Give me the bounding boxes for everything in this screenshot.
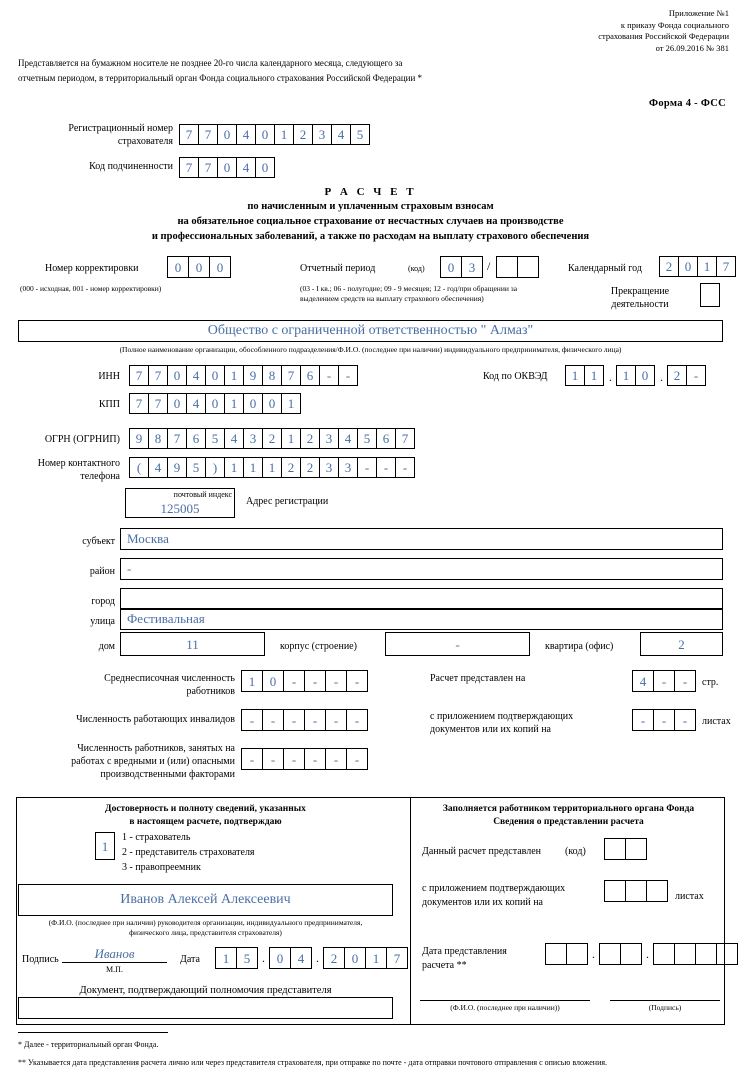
digit-cell[interactable]: 0 xyxy=(262,393,282,414)
authority-document-input[interactable] xyxy=(18,997,393,1019)
official-signature-caption: (Подпись) xyxy=(648,1003,682,1012)
digit-cell[interactable]: 7 xyxy=(179,124,199,145)
digit-cell[interactable]: 1 xyxy=(243,457,263,478)
digit-cell[interactable]: 9 xyxy=(167,457,187,478)
attachment-pages-label: с приложением подтверждающих документов или их копий на xyxy=(430,711,574,735)
stamp-label: М.П. xyxy=(106,965,123,974)
digit-cell[interactable]: 1 xyxy=(365,947,387,969)
digit-cell[interactable] xyxy=(545,943,567,965)
period-separator: / xyxy=(487,259,491,273)
official-date-year-input[interactable] xyxy=(654,943,738,965)
submission-instructions: Представляется на бумажном носителе не позднее 20-го числа календарного месяца, следующего за отчетным периодом, в территориальный орган Фонда социального страхования Российской Федерации * xyxy=(18,58,423,83)
approval-line-2: к приказу Фонда социального xyxy=(620,19,729,30)
attachment-unit-label: листах xyxy=(702,716,731,727)
digit-cell[interactable]: 8 xyxy=(148,428,168,449)
organization-name-caption: (Полное наименование организации, обособленного подразделения/Ф.И.О. (последнее при наличии) индивидуального предпринимателя, физического лица) xyxy=(119,345,622,354)
okved-group-2-input[interactable] xyxy=(617,365,655,386)
digit-cell[interactable]: 3 xyxy=(319,457,339,478)
okved-group-3-input[interactable] xyxy=(668,365,706,386)
digit-cell[interactable]: - xyxy=(283,670,305,692)
signature-input[interactable] xyxy=(62,946,167,963)
digit-cell[interactable]: 2 xyxy=(293,124,313,145)
digit-cell[interactable]: 5 xyxy=(350,124,370,145)
correction-number-hint: (000 - исходная, 001 - номер корректировки) xyxy=(20,284,162,293)
calendar-year-label: Календарный год xyxy=(568,263,642,274)
cessation-label: Прекращение деятельности xyxy=(610,286,670,310)
digit-cell[interactable]: 7 xyxy=(198,124,218,145)
okved-label: Код по ОКВЭД xyxy=(483,371,548,382)
digit-cell[interactable]: 9 xyxy=(243,365,263,386)
digit-cell[interactable]: 5 xyxy=(357,428,377,449)
digit-cell[interactable] xyxy=(674,943,696,965)
digit-cell[interactable]: 2 xyxy=(323,947,345,969)
ogrn-label: ОГРН (ОГРНИП) xyxy=(44,434,120,445)
address-city-input[interactable] xyxy=(120,588,723,610)
digit-cell[interactable]: - xyxy=(653,709,675,731)
digit-cell[interactable] xyxy=(566,943,588,965)
hazard-headcount-input[interactable] xyxy=(242,748,368,770)
address-building-value: - xyxy=(455,637,460,652)
address-apartment-label: квартира (офис) xyxy=(545,641,614,652)
signer-option-1: 1 - страхователь xyxy=(122,832,191,843)
authority-document-label: Документ, подтверждающий полномочия представителя xyxy=(79,985,332,996)
digit-cell[interactable] xyxy=(625,838,647,860)
digit-cell[interactable] xyxy=(496,256,518,278)
bottom-section-divider xyxy=(410,797,411,1025)
digit-cell[interactable]: 7 xyxy=(281,365,301,386)
pages-submitted-input[interactable] xyxy=(633,670,696,692)
digit-cell[interactable] xyxy=(716,943,738,965)
digit-cell[interactable]: 4 xyxy=(236,157,256,178)
digit-cell[interactable] xyxy=(625,880,647,902)
correction-number-label: Номер корректировки xyxy=(45,263,139,274)
official-submitted-label: Данный расчет представлен xyxy=(422,846,542,857)
signer-name-input[interactable] xyxy=(18,884,393,916)
digit-cell[interactable]: 6 xyxy=(376,428,396,449)
digit-cell[interactable]: 1 xyxy=(241,670,263,692)
digit-cell[interactable]: 1 xyxy=(616,365,636,386)
digit-cell[interactable]: 7 xyxy=(395,428,415,449)
address-building-label: корпус (строение) xyxy=(280,641,357,652)
digit-cell[interactable]: 4 xyxy=(338,428,358,449)
signer-name-caption: (Ф.И.О. (последнее при наличии) руководителя организации, индивидуального предпринимателя, физического лица, представителя страхователя) xyxy=(48,918,363,937)
footnote-rule xyxy=(18,1032,168,1033)
digit-cell[interactable]: 0 xyxy=(205,365,225,386)
digit-cell[interactable]: - xyxy=(674,670,696,692)
organization-name-value: Общество с ограниченной ответственностью " Алмаз" xyxy=(207,323,534,338)
digit-cell[interactable]: - xyxy=(241,748,263,770)
digit-cell[interactable]: 0 xyxy=(255,124,275,145)
digit-cell[interactable]: 4 xyxy=(148,457,168,478)
form-name: Форма 4 - ФСС xyxy=(649,98,726,109)
digit-cell[interactable]: 1 xyxy=(224,457,244,478)
registration-number-label: Регистрационный номер страхователя xyxy=(68,123,173,147)
digit-cell[interactable]: 1 xyxy=(281,393,301,414)
official-attachment-unit: листах xyxy=(675,891,704,902)
phone-input[interactable] xyxy=(130,457,415,478)
digit-cell[interactable]: 0 xyxy=(344,947,366,969)
form-subtitle-3: и профессиональных заболеваний, а также по расходам на выплату страхового обеспечения xyxy=(151,231,590,242)
address-subject-label: субъект xyxy=(82,536,115,547)
pages-submitted-label: Расчет представлен на xyxy=(430,673,526,684)
official-date-month-input[interactable] xyxy=(600,943,642,965)
digit-cell[interactable]: 2 xyxy=(667,365,687,386)
digit-cell[interactable]: 3 xyxy=(312,124,332,145)
digit-cell[interactable]: - xyxy=(376,457,396,478)
address-house-value: 11 xyxy=(186,637,199,652)
digit-cell[interactable]: 7 xyxy=(129,393,149,414)
digit-cell[interactable]: - xyxy=(632,709,654,731)
form-subtitle-1: по начисленным и уплаченным страховым взносам xyxy=(247,201,494,212)
digit-cell[interactable]: 4 xyxy=(632,670,654,692)
footnote-2: ** Указывается дата представления расчета лично или через представителя страхователя, при отправке по почте - дата отправки почтового отправления с описью вложения. xyxy=(18,1058,608,1067)
address-district-input[interactable] xyxy=(120,558,723,580)
address-street-input[interactable] xyxy=(120,608,723,630)
digit-cell[interactable]: - xyxy=(686,365,706,386)
digit-cell[interactable] xyxy=(646,880,668,902)
form-approval-header xyxy=(598,8,729,54)
digit-cell[interactable]: 1 xyxy=(584,365,604,386)
digit-cell[interactable] xyxy=(620,943,642,965)
official-date-label: Дата представления расчета ** xyxy=(422,946,507,971)
address-house-label: дом xyxy=(98,641,115,652)
approval-line-4: от 26.09.2016 № 381 xyxy=(655,42,729,53)
digit-cell[interactable]: 0 xyxy=(217,157,237,178)
digit-cell[interactable]: 1 xyxy=(565,365,585,386)
digit-cell[interactable]: 3 xyxy=(461,256,483,278)
digit-cell[interactable]: ) xyxy=(205,457,225,478)
digit-cell[interactable]: - xyxy=(241,709,263,731)
digit-cell[interactable]: - xyxy=(346,709,368,731)
digit-cell[interactable]: 0 xyxy=(209,256,231,278)
digit-cell[interactable]: 0 xyxy=(269,947,291,969)
address-city-label: город xyxy=(91,596,115,607)
digit-cell[interactable]: 2 xyxy=(262,428,282,449)
digit-cell[interactable]: 0 xyxy=(440,256,462,278)
digit-cell[interactable]: 5 xyxy=(205,428,225,449)
digit-cell[interactable]: - xyxy=(653,670,675,692)
ogrn-input[interactable] xyxy=(130,428,415,449)
phone-label: Номер контактного телефона xyxy=(37,458,120,482)
address-building-input[interactable] xyxy=(385,632,530,656)
address-district-label: район xyxy=(89,566,115,577)
kpp-label: КПП xyxy=(98,399,120,410)
disabled-headcount-label: Численность работающих инвалидов xyxy=(76,714,235,725)
registration-address-label: Адрес регистрации xyxy=(246,496,329,507)
address-house-input[interactable] xyxy=(120,632,265,656)
digit-cell[interactable]: 2 xyxy=(300,457,320,478)
official-signature-line[interactable] xyxy=(610,1000,720,1001)
average-headcount-label: Среднесписочная численность работников xyxy=(104,673,235,697)
date-month-input[interactable] xyxy=(270,947,312,969)
form-subtitle-2: на обязательное социальное страхование от несчастных случаев на производстве xyxy=(177,216,564,227)
digit-cell[interactable]: - xyxy=(674,709,696,731)
digit-cell[interactable]: - xyxy=(325,709,347,731)
official-fio-line[interactable] xyxy=(420,1000,590,1001)
signer-option-3: 3 - правопреемник xyxy=(122,862,201,873)
date-label: Дата xyxy=(180,954,200,965)
digit-cell[interactable]: 7 xyxy=(179,157,199,178)
official-attachment-input[interactable] xyxy=(605,880,668,902)
digit-cell[interactable] xyxy=(599,943,621,965)
signer-type-value: 1 xyxy=(101,839,109,854)
digit-cell[interactable]: 0 xyxy=(205,393,225,414)
digit-cell[interactable]: - xyxy=(304,709,326,731)
approval-line-3: страхования Российской Федерации xyxy=(598,31,729,41)
digit-cell[interactable]: - xyxy=(357,457,377,478)
digit-cell[interactable]: 7 xyxy=(129,365,149,386)
calendar-year-input[interactable] xyxy=(660,256,736,277)
address-apartment-input[interactable] xyxy=(640,632,723,656)
reporting-period-input[interactable] xyxy=(441,256,483,278)
digit-cell[interactable]: - xyxy=(338,365,358,386)
digit-cell[interactable]: 7 xyxy=(716,256,736,277)
confirmation-title: Достоверность и полноту сведений, указанных в настоящем расчете, подтверждаю xyxy=(105,804,306,827)
digit-cell[interactable]: 4 xyxy=(290,947,312,969)
digit-cell[interactable]: 4 xyxy=(331,124,351,145)
cessation-input[interactable] xyxy=(700,283,720,307)
hazard-headcount-label: Численность работников, занятых на работах с вредными и (или) опасными производственными факторами xyxy=(71,743,235,780)
attachment-pages-input[interactable] xyxy=(633,709,696,731)
digit-cell[interactable]: 7 xyxy=(148,393,168,414)
digit-cell[interactable]: 0 xyxy=(255,157,275,178)
digit-cell[interactable]: 1 xyxy=(697,256,717,277)
reporting-period-label: Отчетный период xyxy=(300,263,376,274)
digit-cell[interactable]: - xyxy=(304,670,326,692)
digit-cell[interactable] xyxy=(604,838,626,860)
reporting-period-code-label: (код) xyxy=(408,264,425,273)
digit-cell[interactable]: - xyxy=(283,709,305,731)
address-subject-value: Москва xyxy=(127,531,169,546)
digit-cell[interactable]: 1 xyxy=(224,365,244,386)
digit-cell[interactable]: 0 xyxy=(217,124,237,145)
digit-cell[interactable]: 2 xyxy=(300,428,320,449)
digit-cell[interactable]: - xyxy=(395,457,415,478)
official-date-dot-2: . xyxy=(646,947,649,961)
signer-option-2: 2 - представитель страхователя xyxy=(122,847,255,858)
signer-type-options xyxy=(122,830,255,875)
digit-cell[interactable]: 2 xyxy=(281,457,301,478)
digit-cell[interactable]: 7 xyxy=(198,157,218,178)
subordination-code-input[interactable] xyxy=(180,157,275,178)
signer-name-value: Иванов Алексей Алексеевич xyxy=(120,892,291,907)
disabled-headcount-input[interactable] xyxy=(242,709,368,731)
inn-input[interactable] xyxy=(130,365,358,386)
date-dot-1: . xyxy=(262,951,265,965)
digit-cell[interactable]: 4 xyxy=(186,365,206,386)
digit-cell[interactable]: 4 xyxy=(224,428,244,449)
digit-cell[interactable]: 5 xyxy=(186,457,206,478)
digit-cell[interactable]: 0 xyxy=(262,670,284,692)
digit-cell[interactable]: 1 xyxy=(274,124,294,145)
digit-cell[interactable] xyxy=(604,880,626,902)
digit-cell[interactable]: - xyxy=(319,365,339,386)
official-attachment-label: с приложением подтверждающих документов или их копий на xyxy=(422,883,566,908)
digit-cell[interactable]: 1 xyxy=(281,428,301,449)
digit-cell[interactable]: 3 xyxy=(338,457,358,478)
reporting-period-hint: (03 - I кв.; 06 - полугодие; 09 - 9 месяцев; 12 - год/при обращении за выделением средств на выплату страхового обеспечения) xyxy=(300,284,518,303)
digit-cell[interactable]: - xyxy=(325,670,347,692)
digit-cell[interactable]: - xyxy=(283,748,305,770)
official-fio-caption: (Ф.И.О. (последнее при наличии)) xyxy=(450,1003,560,1012)
address-subject-input[interactable] xyxy=(120,528,723,550)
digit-cell[interactable]: 4 xyxy=(236,124,256,145)
kpp-input[interactable] xyxy=(130,393,301,414)
address-street-value: Фестивальная xyxy=(127,611,205,626)
pages-unit-label: стр. xyxy=(702,677,719,688)
signer-type-input[interactable] xyxy=(95,832,115,860)
digit-cell[interactable]: 0 xyxy=(167,365,187,386)
address-apartment-value: 2 xyxy=(678,637,685,652)
digit-cell[interactable]: 1 xyxy=(215,947,237,969)
digit-cell[interactable] xyxy=(695,943,717,965)
digit-cell[interactable]: ( xyxy=(129,457,149,478)
digit-cell[interactable]: 2 xyxy=(659,256,679,277)
digit-cell[interactable]: - xyxy=(304,748,326,770)
digit-cell[interactable]: 0 xyxy=(167,256,189,278)
official-date-dot-1: . xyxy=(592,947,595,961)
reporting-period-extra-input[interactable] xyxy=(497,256,539,278)
form-title: Р А С Ч Е Т xyxy=(324,186,417,198)
official-section-title: Заполняется работником территориального органа Фонда Сведения о представлении расчета xyxy=(442,804,695,827)
digit-cell[interactable]: - xyxy=(346,748,368,770)
digit-cell[interactable]: 0 xyxy=(635,365,655,386)
digit-cell[interactable]: 1 xyxy=(262,457,282,478)
signature-value: Иванов xyxy=(94,946,135,961)
digit-cell[interactable]: - xyxy=(325,748,347,770)
digit-cell[interactable]: 6 xyxy=(300,365,320,386)
digit-cell[interactable]: - xyxy=(262,709,284,731)
approval-line-1: Приложение №1 xyxy=(668,8,729,18)
digit-cell[interactable]: 0 xyxy=(243,393,263,414)
digit-cell[interactable]: 7 xyxy=(167,428,187,449)
okved-dot-1: . xyxy=(609,370,612,384)
digit-cell[interactable]: 4 xyxy=(186,393,206,414)
postal-index-value: 125005 xyxy=(160,501,200,516)
digit-cell[interactable] xyxy=(517,256,539,278)
okved-group-1-input[interactable] xyxy=(566,365,604,386)
digit-cell[interactable]: 7 xyxy=(148,365,168,386)
correction-number-input[interactable] xyxy=(168,256,231,278)
okved-dot-2: . xyxy=(660,370,663,384)
postal-index-label: почтовый индекс xyxy=(173,490,232,499)
digit-cell[interactable]: 9 xyxy=(129,428,149,449)
official-code-input[interactable] xyxy=(605,838,647,860)
digit-cell[interactable]: - xyxy=(346,670,368,692)
digit-cell[interactable]: 5 xyxy=(236,947,258,969)
digit-cell[interactable]: 0 xyxy=(678,256,698,277)
inn-label: ИНН xyxy=(98,371,120,382)
date-dot-2: . xyxy=(316,951,319,965)
digit-cell[interactable] xyxy=(653,943,675,965)
digit-cell[interactable]: - xyxy=(262,748,284,770)
digit-cell[interactable]: 7 xyxy=(386,947,408,969)
signature-label: Подпись xyxy=(22,954,59,965)
footnote-1: * Далее - территориальный орган Фонда. xyxy=(18,1040,159,1049)
digit-cell[interactable]: 8 xyxy=(262,365,282,386)
average-headcount-input[interactable] xyxy=(242,670,368,692)
digit-cell[interactable]: 3 xyxy=(319,428,339,449)
date-day-input[interactable] xyxy=(216,947,258,969)
subordination-code-label: Код подчиненности xyxy=(89,161,173,172)
digit-cell[interactable]: 6 xyxy=(186,428,206,449)
digit-cell[interactable]: 1 xyxy=(224,393,244,414)
registration-number-input[interactable] xyxy=(180,124,370,145)
address-district-value: - xyxy=(127,561,132,576)
digit-cell[interactable]: 0 xyxy=(167,393,187,414)
digit-cell[interactable]: 3 xyxy=(243,428,263,449)
official-code-label: (код) xyxy=(565,846,586,857)
address-street-label: улица xyxy=(90,616,115,627)
digit-cell[interactable]: 0 xyxy=(188,256,210,278)
date-year-input[interactable] xyxy=(324,947,408,969)
organization-name-input[interactable] xyxy=(18,320,723,342)
official-date-day-input[interactable] xyxy=(546,943,588,965)
